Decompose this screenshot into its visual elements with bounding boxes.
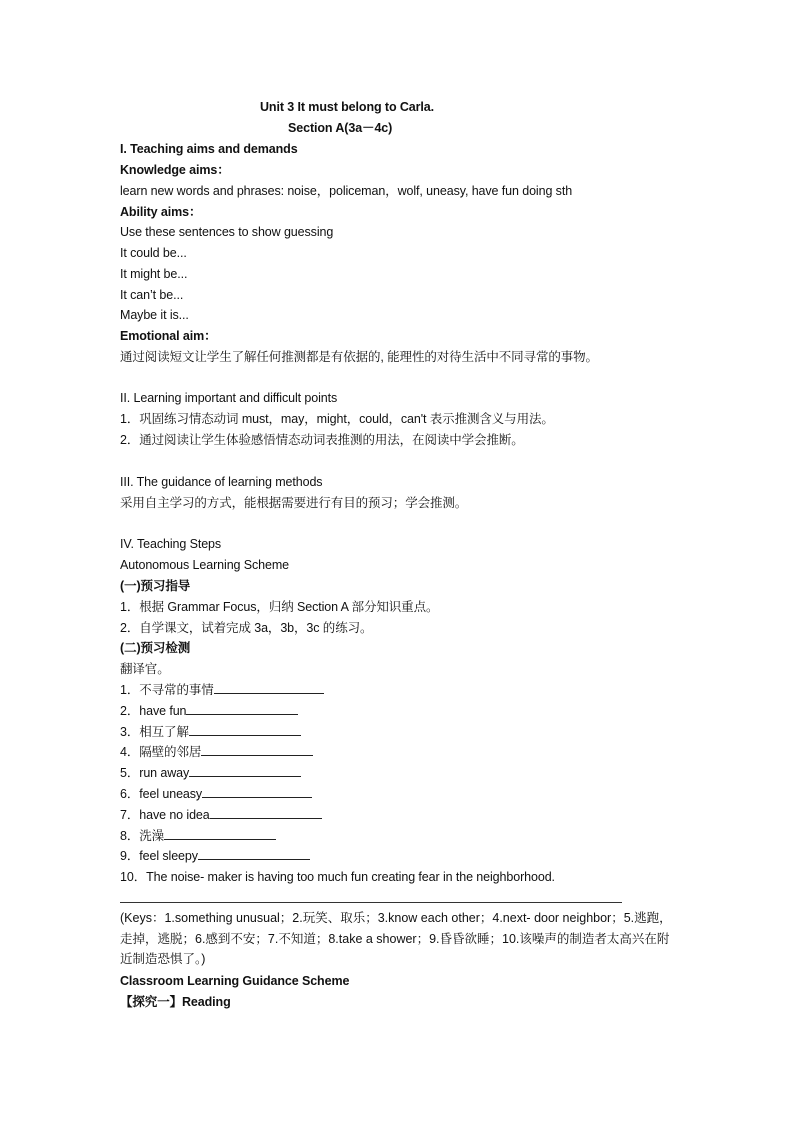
exercise-item <box>120 682 324 698</box>
section-3-heading: III. The guidance of learning methods <box>120 475 323 489</box>
guess-sentence-4: Maybe it is... <box>120 308 189 322</box>
exercise-item-text: 2．have fun <box>120 704 187 718</box>
ability-aims-label: Ability aims： <box>120 205 202 219</box>
emotional-aim-label: Emotional aim： <box>120 329 217 343</box>
answer-blank[interactable] <box>202 786 312 798</box>
answer-line[interactable] <box>120 902 622 903</box>
exercise-item <box>120 848 310 864</box>
answer-blank[interactable] <box>198 848 310 860</box>
emotional-aim-text: 通过阅读短文让学生了解任何推测都是有依据的, 能理性的对待生活中不同寻常的事物。 <box>120 350 598 364</box>
section-1-heading: I. Teaching aims and demands <box>120 142 298 156</box>
exercise-item <box>120 765 301 781</box>
guess-sentence-3: It can’t be... <box>120 288 184 302</box>
exercise-item-text: 9．feel sleepy <box>120 849 198 863</box>
doc-title: Unit 3 It must belong to Carla. <box>260 100 434 114</box>
exercise-item-text: 1．不寻常的事情 <box>120 683 214 697</box>
exercise-item-text: 5．run away <box>120 766 190 780</box>
answer-blank[interactable] <box>164 828 276 840</box>
preview-guide-heading: (一)预习指导 <box>120 579 191 593</box>
exercise-item <box>120 786 312 802</box>
section-2-heading: II. Learning important and difficult points <box>120 391 338 405</box>
exercise-item-text: 7．have no idea <box>120 808 210 822</box>
exercise-item-10: 10．The noise- maker is having too much fun creating fear in the neighborhood. <box>120 870 555 884</box>
doc-subtitle: Section A(3a－4c) <box>288 121 393 135</box>
explore-1-heading: 【探究一】Reading <box>120 995 231 1009</box>
exercise-item-text: 8．洗澡 <box>120 829 165 843</box>
answer-blank[interactable] <box>189 765 301 777</box>
exercise-item <box>120 744 313 760</box>
translate-label: 翻译官。 <box>120 662 170 676</box>
exercise-item <box>120 703 298 719</box>
section-4-heading: IV. Teaching Steps <box>120 537 222 551</box>
preview-guide-item-1: 1．根据 Grammar Focus，归纳 Section A 部分知识重点。 <box>120 600 439 614</box>
exercise-item <box>120 828 276 844</box>
answer-blank[interactable] <box>186 703 298 715</box>
autonomous-scheme-heading: Autonomous Learning Scheme <box>120 558 290 572</box>
guess-sentence-2: It might be... <box>120 267 188 281</box>
knowledge-aims-label: Knowledge aims： <box>120 163 230 177</box>
guess-sentence-1: It could be... <box>120 246 187 260</box>
knowledge-aims-text: learn new words and phrases: noise，policeman，wolf, uneasy, have fun doing sth <box>120 184 573 198</box>
exercise-item <box>120 807 322 823</box>
preview-check-heading: (二)预习检测 <box>120 641 191 655</box>
ability-aims-text: Use these sentences to show guessing <box>120 225 334 239</box>
section-2-item-1: 1．巩固练习情态动词 must，may，might，could，can't 表示推测含义与用法。 <box>120 412 554 426</box>
answer-blank[interactable] <box>189 724 301 736</box>
preview-guide-item-2: 2．自学课文，试着完成 3a，3b，3c 的练习。 <box>120 621 373 635</box>
answer-blank[interactable] <box>210 807 322 819</box>
answer-blank[interactable] <box>214 682 324 694</box>
answer-blank[interactable] <box>201 744 313 756</box>
exercise-item-text: 6．feel uneasy <box>120 787 203 801</box>
exercise-item-text: 4．隔壁的邻居 <box>120 745 202 759</box>
classroom-scheme-heading: Classroom Learning Guidance Scheme <box>120 974 350 988</box>
section-3-text: 采用自主学习的方式，能根据需要进行有目的预习；学会推测。 <box>120 496 468 510</box>
answer-keys: (Keys：1.something unusual；2.玩笑、取乐；3.know each other；4.next- door neighbor；5.逃跑，走掉，逃脱；6.感到不安；7.不知道；8.take a shower；9.昏昏欲睡；10.该噪声的制造者太高兴在附近制造恐惧了。) <box>120 911 672 966</box>
exercise-item <box>120 724 301 740</box>
section-2-item-2: 2．通过阅读让学生体验感悟情态动词表推测的用法，在阅读中学会推断。 <box>120 433 524 447</box>
exercise-item-text: 3．相互了解 <box>120 725 189 739</box>
